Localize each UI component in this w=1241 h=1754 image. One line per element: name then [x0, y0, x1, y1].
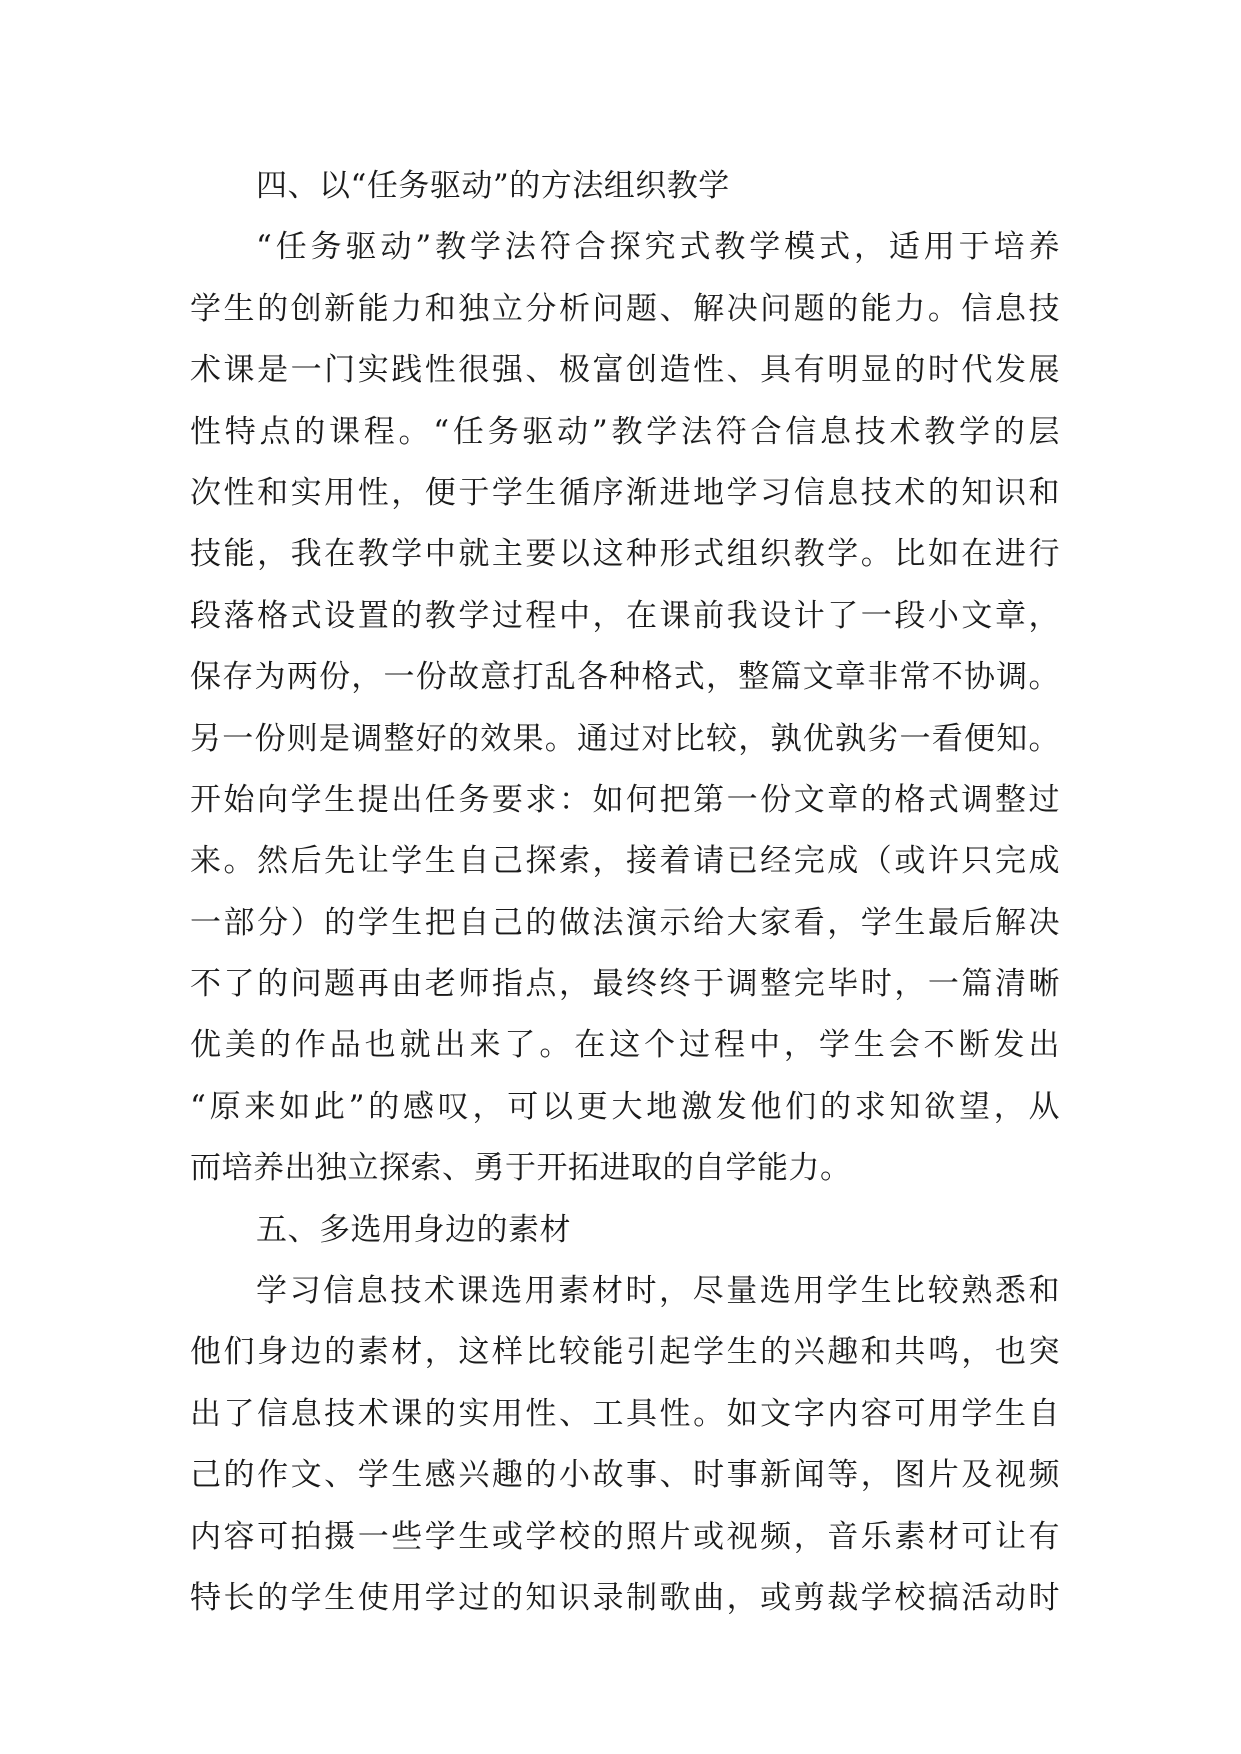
section-heading-5: 五、多选用身边的素材 — [256, 1211, 571, 1248]
paragraph-line: 术课是一门实践性很强、极富创造性、具有明显的时代发展 — [190, 352, 1060, 389]
paragraph-line: 段落格式设置的教学过程中，在课前我设计了一段小文章， — [190, 597, 1060, 634]
paragraph-line: 学生的创新能力和独立分析问题、解决问题的能力。信息技 — [190, 290, 1060, 327]
paragraph-line: 己的作文、学生感兴趣的小故事、时事新闻等，图片及视频 — [190, 1457, 1060, 1494]
paragraph-line: 另一份则是调整好的效果。通过对比较，孰优孰劣一看便知。 — [190, 720, 1060, 757]
paragraph-line: 保存为两份，一份故意打乱各种格式，整篇文章非常不协调。 — [190, 659, 1060, 696]
paragraph-line: “任务驱动”教学法符合探究式教学模式，适用于培养 — [256, 229, 1060, 266]
paragraph-line-last: 而培养出独立探索、勇于开拓进取的自学能力。 — [190, 1150, 852, 1187]
paragraph-line: 次性和实用性，便于学生循序渐进地学习信息技术的知识和 — [190, 474, 1060, 511]
paragraph-line: 技能，我在教学中就主要以这种形式组织教学。比如在进行 — [190, 536, 1060, 573]
paragraph-line: 性特点的课程。“任务驱动”教学法符合信息技术教学的层 — [190, 413, 1060, 450]
paragraph-line: 特长的学生使用学过的知识录制歌曲，或剪裁学校搞活动时 — [190, 1579, 1060, 1616]
paragraph-line: 内容可拍摄一些学生或学校的照片或视频，音乐素材可让有 — [190, 1518, 1060, 1555]
paragraph-line: 来。然后先让学生自己探索，接着请已经完成（或许只完成 — [190, 843, 1060, 880]
paragraph-line: 他们身边的素材，这样比较能引起学生的兴趣和共鸣，也突 — [190, 1334, 1060, 1371]
paragraph-line: “原来如此”的感叹，可以更大地激发他们的求知欲望，从 — [190, 1088, 1060, 1125]
section-heading-4: 四、以“任务驱动”的方法组织教学 — [256, 168, 730, 204]
paragraph-line: 学习信息技术课选用素材时，尽量选用学生比较熟悉和 — [256, 1273, 1060, 1310]
paragraph-line: 开始向学生提出任务要求：如何把第一份文章的格式调整过 — [190, 781, 1060, 818]
paragraph-line: 一部分）的学生把自己的做法演示给大家看，学生最后解决 — [190, 904, 1060, 941]
paragraph-line: 出了信息技术课的实用性、工具性。如文字内容可用学生自 — [190, 1395, 1060, 1432]
paragraph-line: 不了的问题再由老师指点，最终终于调整完毕时，一篇清晰 — [190, 966, 1060, 1003]
paragraph-line: 优美的作品也就出来了。在这个过程中，学生会不断发出 — [190, 1027, 1060, 1064]
document-body — [190, 156, 1060, 1629]
